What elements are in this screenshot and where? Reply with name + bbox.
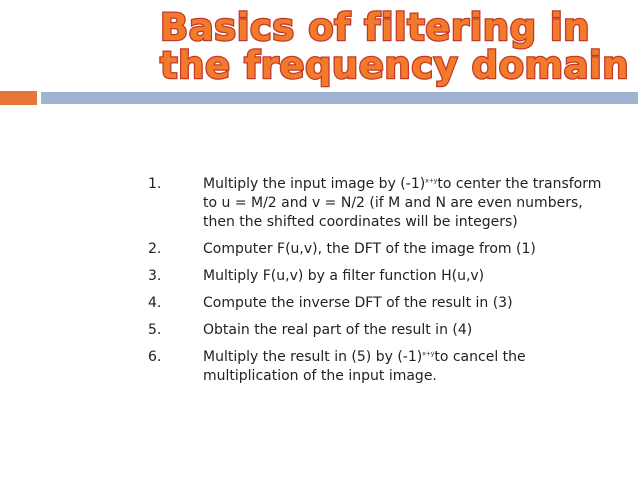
list-item: [148, 175, 618, 232]
step-text-after: to center the transform to u = M/2 and v = N/2 (if M and N are even numbers, then the shifted coordinates will be integers): [203, 176, 602, 230]
list-item: [148, 348, 618, 386]
slide-title: [160, 0, 630, 85]
list-item: [148, 240, 618, 259]
step-number: 4.: [148, 295, 162, 311]
step-text-before: Multiply the input image by (-1): [203, 176, 426, 192]
step-text: Compute the inverse DFT of the result in (3): [203, 295, 513, 311]
exponent-superscript: x+y: [422, 350, 435, 358]
step-text-before: Multiply the result in (5) by (-1): [203, 349, 423, 365]
step-number: 1.: [148, 176, 162, 192]
step-number: 6.: [148, 349, 162, 365]
step-text: Obtain the real part of the result in (4): [203, 322, 473, 338]
list-item: [148, 294, 618, 313]
exponent-superscript: x+y: [425, 177, 438, 185]
step-text: Computer F(u,v), the DFT of the image from (1): [203, 241, 536, 257]
step-text: [203, 348, 618, 386]
step-number: 5.: [148, 322, 162, 338]
slide-title-line-2: the frequency domain: [160, 44, 630, 87]
slide-title-line-1: Basics of filtering in: [160, 6, 591, 49]
step-number: 2.: [148, 241, 162, 257]
step-text: [203, 175, 618, 232]
step-text: Multiply F(u,v) by a filter function H(u,v): [203, 268, 485, 284]
title-rule-bar: [41, 92, 638, 104]
step-text-after: to cancel the multiplication of the input image.: [203, 349, 526, 384]
step-number: 3.: [148, 268, 162, 284]
list-item: [148, 321, 618, 340]
steps-list: [148, 175, 618, 386]
list-item: [148, 267, 618, 286]
title-rule-accent: [0, 91, 37, 105]
